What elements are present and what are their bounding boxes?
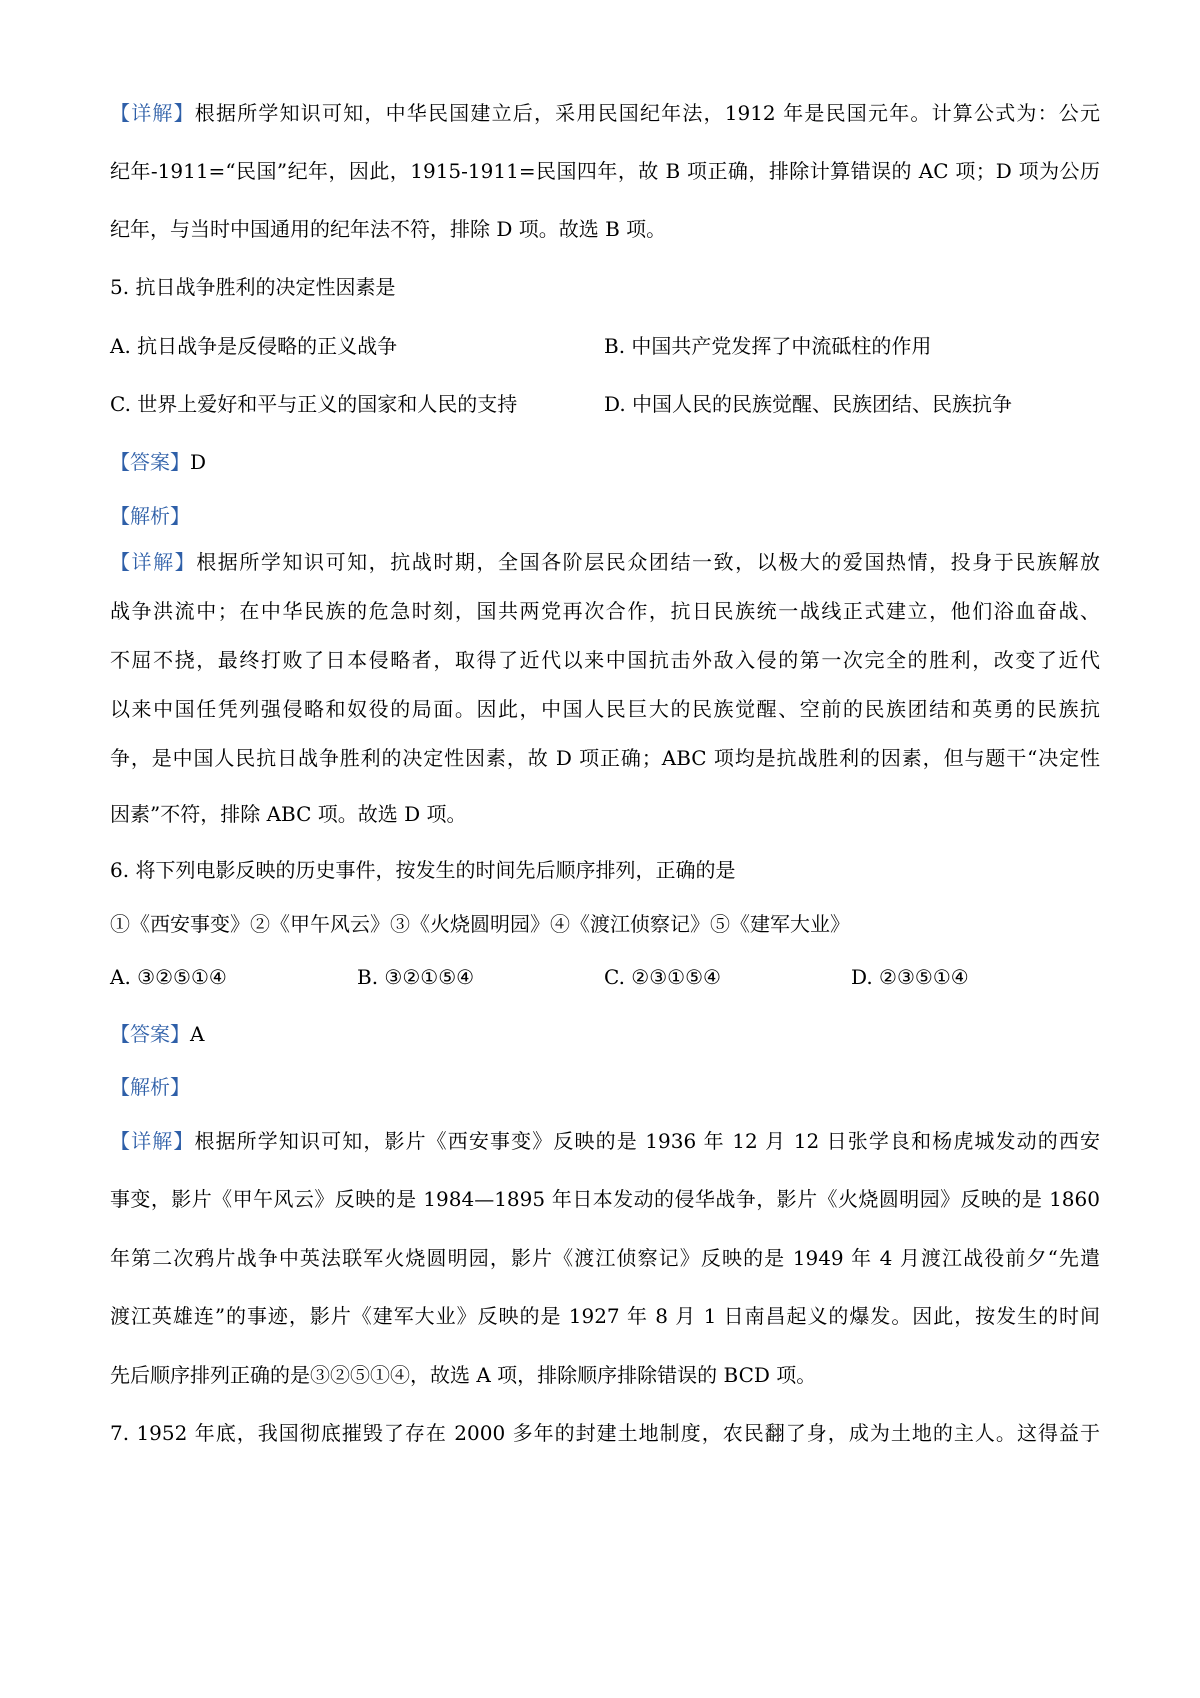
q5-detail-line-1: 【详解】根据所学知识可知，抗战时期，全国各阶层民众团结一致，以极大的爱国热情，投身于民族解放 — [110, 550, 1101, 574]
q6-detail-line-1: 【详解】根据所学知识可知，影片《西安事变》反映的是 1936 年 12 月 12 日张学良和杨虎城发动的西安 — [110, 1129, 1100, 1153]
q6-detail-line-3: 年第二次鸦片战争中英法联军火烧圆明园，影片《渡江侦察记》反映的是 1949 年 4 月渡江战役前夕“先遣 — [110, 1246, 1100, 1270]
detail-label: 【详解】 — [110, 101, 195, 125]
answer-label: 【答案】 — [110, 450, 190, 474]
q6-option-d: D. ②③⑤①④ — [851, 965, 969, 989]
q6-detail-line-4: 渡江英雄连”的事迹，影片《建军大业》反映的是 1927 年 8 月 1 日南昌起义的爆发。因此，按发生的时间 — [110, 1304, 1100, 1328]
q5-detail-line-6: 因素”不符，排除 ABC 项。故选 D 项。 — [110, 802, 467, 826]
q6-analysis-label: 【解析】 — [110, 1075, 190, 1099]
q5-answer — [110, 448, 1100, 476]
q6-option-a: A. ③②⑤①④ — [110, 965, 227, 989]
q5-detail-line-2: 战争洪流中；在中华民族的危急时刻，国共两党再次合作，抗日民族统一战线正式建立，他们浴血奋战、 — [110, 599, 1100, 623]
detail-label: 【详解】 — [110, 1129, 195, 1153]
q5-option-c: C. 世界上爱好和平与正义的国家和人民的支持 — [110, 392, 518, 416]
q5-option-a: A. 抗日战争是反侵略的正义战争 — [110, 334, 398, 358]
q6-answer — [110, 1020, 1100, 1048]
q6-option-c: C. ②③①⑤④ — [604, 965, 721, 989]
q5-stem: 5. 抗日战争胜利的决定性因素是 — [110, 275, 396, 299]
q4-detail-line-2: 纪年-1911=“民国”纪年，因此，1915-1911=民国四年，故 B 项正确，排除计算错误的 AC 项；D 项为公历 — [110, 159, 1100, 183]
answer-value: A — [190, 1022, 205, 1046]
q7-stem: 7. 1952 年底，我国彻底摧毁了存在 2000 多年的封建土地制度，农民翻了身，成为土地的主人。这得益于 — [110, 1421, 1100, 1445]
q5-detail-line-5: 争，是中国人民抗日战争胜利的决定性因素，故 D 项正确；ABC 项均是抗战胜利的因素，但与题干“决定性 — [110, 746, 1100, 770]
q4-detail-line-3: 纪年，与当时中国通用的纪年法不符，排除 D 项。故选 B 项。 — [110, 217, 667, 241]
q5-detail-line-3: 不屈不挠，最终打败了日本侵略者，取得了近代以来中国抗击外敌入侵的第一次完全的胜利，改变了近代 — [110, 648, 1100, 672]
q6-items: ①《西安事变》②《甲午风云》③《火烧圆明园》④《渡江侦察记》⑤《建军大业》 — [110, 912, 850, 936]
detail-label: 【详解】 — [110, 550, 197, 574]
q6-option-b: B. ③②①⑤④ — [357, 965, 475, 989]
q5-detail-line-4: 以来中国任凭列强侵略和奴役的局面。因此，中国人民巨大的民族觉醒、空前的民族团结和英勇的民族抗 — [110, 697, 1100, 721]
answer-value: D — [190, 450, 207, 474]
q6-detail-line-2: 事变，影片《甲午风云》反映的是 1984—1895 年日本发动的侵华战争，影片《火烧圆明园》反映的是 1860 — [110, 1187, 1100, 1211]
answer-label: 【答案】 — [110, 1022, 190, 1046]
q5-analysis-label: 【解析】 — [110, 504, 190, 528]
q5-option-d: D. 中国人民的民族觉醒、民族团结、民族抗争 — [604, 392, 1013, 416]
q6-stem: 6. 将下列电影反映的历史事件，按发生的时间先后顺序排列，正确的是 — [110, 858, 736, 882]
q5-option-b: B. 中国共产党发挥了中流砥柱的作用 — [604, 334, 932, 358]
q6-detail-line-5: 先后顺序排列正确的是③②⑤①④，故选 A 项，排除顺序排除错误的 BCD 项。 — [110, 1363, 817, 1387]
q4-detail-line-1: 【详解】根据所学知识可知，中华民国建立后，采用民国纪年法，1912 年是民国元年。计算公式为：公元 — [110, 101, 1100, 125]
